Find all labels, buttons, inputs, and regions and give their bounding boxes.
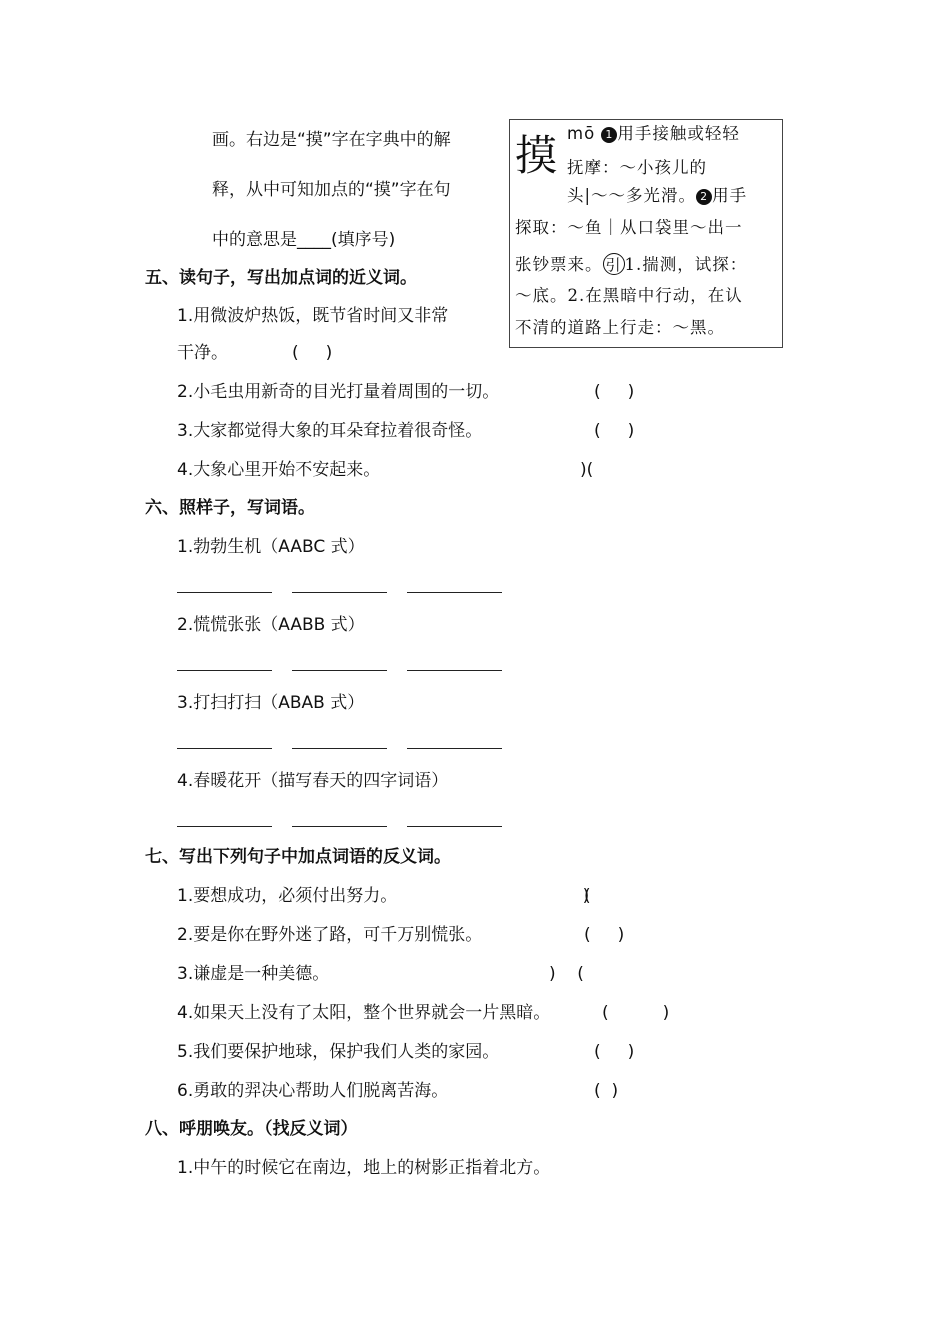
dictionary-line-5	[515, 253, 747, 275]
s6-item-1-blank-2[interactable]	[292, 592, 387, 593]
dictionary-line-7: 不清的道路上行走：～黑。	[515, 318, 725, 337]
number-1-marker: 1	[601, 127, 617, 143]
s7-item-4-answer-blank[interactable]: ( )	[602, 1003, 670, 1023]
s7-item-3-answer-blank[interactable]: ) (	[549, 964, 584, 984]
s5-item-1-line-1: 1.用微波炉热饭，既节省时间又非常	[177, 306, 449, 326]
dictionary-line-2: 抚摩：～小孩儿的	[567, 158, 707, 177]
intro-line-3: 中的意思是____(填序号)	[212, 230, 396, 250]
definition-2-end: 张钞票来。	[515, 255, 603, 274]
section-8-title: 八、呼朋唤友。（找反义词）	[145, 1119, 358, 1139]
definition-2-start: 用手	[712, 186, 748, 205]
yin-extended-marker: 引	[603, 253, 625, 275]
s5-item-4: 4.大象心里开始不安起来。	[177, 460, 381, 480]
dictionary-line-6: ～底。2.在黑暗中行动，在认	[515, 286, 743, 305]
s6-item-2-blank-1[interactable]	[177, 670, 272, 671]
s5-item-3-answer-blank[interactable]: ( )	[594, 421, 635, 441]
s6-item-3-blank-1[interactable]	[177, 748, 272, 749]
dictionary-line-1	[567, 126, 740, 143]
s5-item-2-answer-blank[interactable]: ( )	[594, 382, 635, 402]
s5-item-1-line-2: 干净。	[177, 343, 228, 363]
s6-item-2-blank-3[interactable]	[407, 670, 502, 671]
s7-item-6: 6.勇敢的羿决心帮助人们脱离苦海。	[177, 1081, 449, 1101]
s7-item-4: 4.如果天上没有了太阳，整个世界就会一片黑暗。	[177, 1003, 551, 1023]
dictionary-entry-box	[509, 119, 783, 348]
definition-1-start: 用手接触或轻轻	[617, 124, 740, 143]
intro-line-1: 画。右边是“摸”字在字典中的解	[212, 130, 451, 150]
s5-item-4-answer-blank[interactable]: )(	[580, 460, 594, 480]
s7-item-1: 1.要想成功，必须付出努力。	[177, 886, 398, 906]
s6-item-3: 3.打扫打扫（ABAB 式）	[177, 693, 365, 713]
s6-item-1-blank-1[interactable]	[177, 592, 272, 593]
section-6-title: 六、照样子，写词语。	[145, 498, 315, 518]
s6-item-1: 1.勃勃生机（AABC 式）	[177, 537, 365, 557]
definition-1-end: 头|～～多光滑。	[567, 186, 697, 205]
extended-definition-start: 1.揣测，试探：	[624, 255, 748, 274]
s6-item-1-blank-3[interactable]	[407, 592, 502, 593]
s5-item-3: 3.大家都觉得大象的耳朵耷拉着很奇怪。	[177, 421, 483, 441]
dictionary-character: 摸	[515, 131, 558, 180]
s6-item-4: 4.春暖花开（描写春天的四字词语）	[177, 771, 449, 791]
s6-item-4-blank-2[interactable]	[292, 826, 387, 827]
dictionary-line-3	[567, 188, 747, 205]
section-7-title: 七、写出下列句子中加点词语的反义词。	[145, 847, 451, 867]
s8-item-1: 1.中午的时候它在南边，地上的树影正指着北方。	[177, 1158, 551, 1178]
pinyin: mō	[567, 124, 596, 143]
s6-item-2-blank-2[interactable]	[292, 670, 387, 671]
s6-item-4-blank-1[interactable]	[177, 826, 272, 827]
dictionary-line-4: 探取：～鱼｜从口袋里～出一	[515, 218, 743, 237]
s7-item-3: 3.谦虚是一种美德。	[177, 964, 330, 984]
s7-item-5: 5.我们要保护地球，保护我们人类的家园。	[177, 1042, 500, 1062]
s7-item-2: 2.要是你在野外迷了路，可千万别慌张。	[177, 925, 483, 945]
s7-item-5-answer-blank[interactable]: ( )	[594, 1042, 635, 1062]
s7-item-2-answer-blank[interactable]: ( )	[584, 925, 625, 945]
s6-item-3-blank-2[interactable]	[292, 748, 387, 749]
s6-item-3-blank-3[interactable]	[407, 748, 502, 749]
s5-item-2: 2.小毛虫用新奇的目光打量着周围的一切。	[177, 382, 500, 402]
intro-line-2: 释，从中可知加点的“摸”字在句	[212, 180, 451, 200]
number-2-marker: 2	[696, 189, 712, 205]
s6-item-2: 2.慌慌张张（AABB 式）	[177, 615, 365, 635]
section-5-title: 五、读句子，写出加点词的近义词。	[145, 268, 417, 288]
s6-item-4-blank-3[interactable]	[407, 826, 502, 827]
s7-item-6-answer-blank[interactable]: ( )	[594, 1081, 619, 1101]
s5-item-1-answer-blank[interactable]: ( )	[292, 343, 333, 363]
